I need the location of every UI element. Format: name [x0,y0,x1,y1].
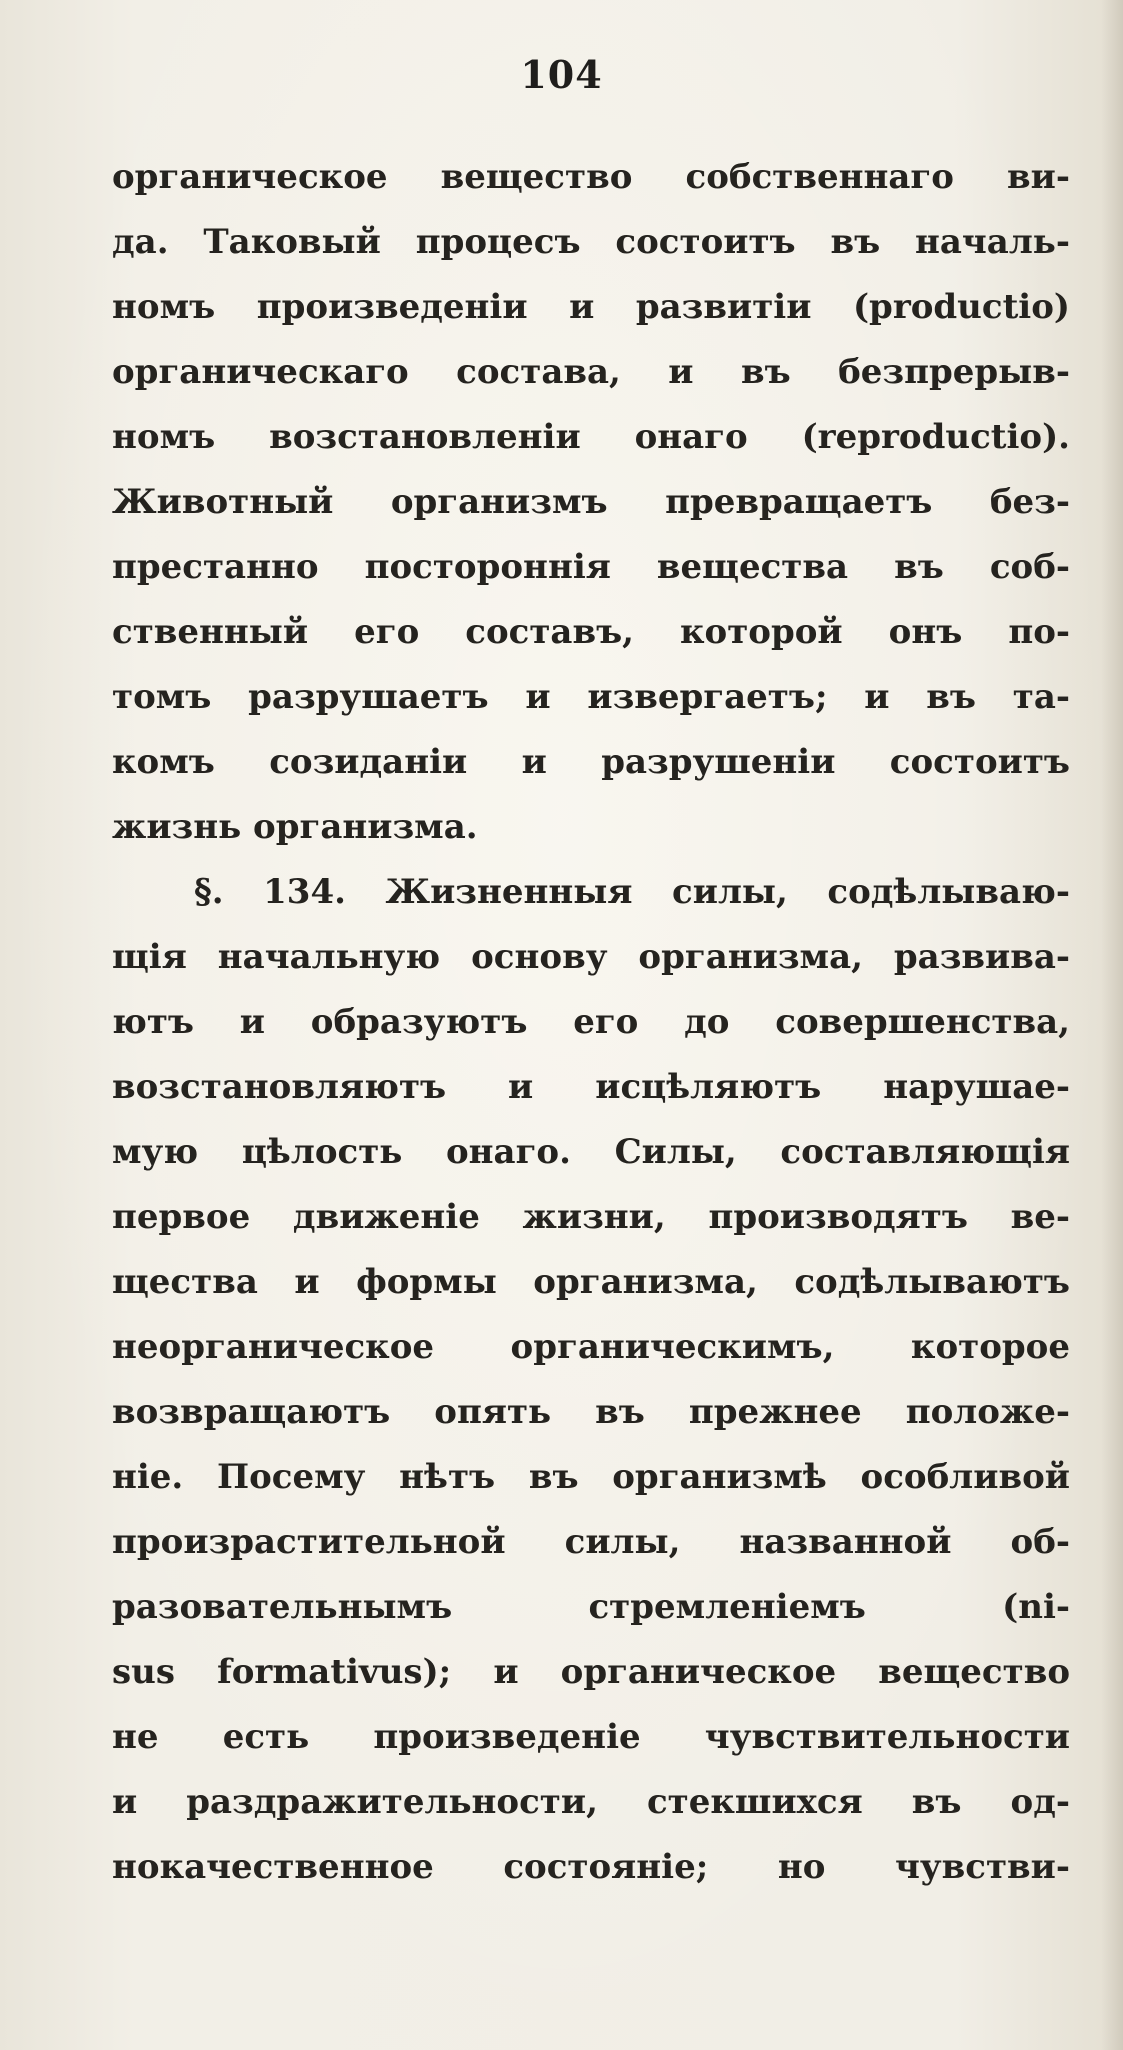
text-line: томъ разрушаетъ и извергаетъ; и въ та- [112,677,1070,717]
text-line: ютъ и образуютъ его до совершенства, [112,1002,1070,1042]
text-line: щества и формы организма, содѣлываютъ [112,1262,1070,1302]
text-line: возстановляютъ и исцѣляютъ нарушае- [112,1067,1070,1107]
page-number: 104 [520,52,603,97]
paragraph-end-line: жизнь организма. [112,807,478,847]
text-line: престанно постороннiя вещества въ соб- [112,547,1070,587]
text-line: органическое вещество собственнаго ви- [112,157,1070,197]
text-line: Животный организмъ превращаетъ без- [112,482,1070,522]
text-line: номъ произведенiи и развитiи (productio) [112,287,1070,327]
text-line: щiя начальную основу организма, развива- [112,937,1070,977]
text-line: комъ созиданiи и разрушенiи состоитъ [112,742,1070,782]
page-edge-shadow [1101,0,1123,2050]
text-line: разовательнымъ стремленiемъ (ni- [112,1587,1070,1627]
text-line: нокачественное состоянiе; но чувстви- [112,1847,1070,1887]
text-line: да. Таковый процесъ состоитъ въ началь- [112,222,1070,262]
text-line: номъ возстановленiи онаго (reproductio). [112,417,1070,457]
text-line: и раздражительности, стекшихся въ од- [112,1782,1070,1822]
text-line: первое движенiе жизни, производятъ ве- [112,1197,1070,1237]
text-line: нiе. Посему нѣтъ въ организмѣ особливой [112,1457,1070,1497]
text-line: sus formativus); и органическое вещество [112,1652,1070,1692]
text-line: возвращаютъ опять въ прежнее положе- [112,1392,1070,1432]
body-text [112,145,1070,1900]
text-line: не есть произведенiе чувствительности [112,1717,1070,1757]
section-start-line: §. 134. Жизненныя силы, содѣлываю- [194,872,1070,912]
text-line: неорганическое органическимъ, которое [112,1327,1070,1367]
text-line: ственный его составъ, которой онъ по- [112,612,1070,652]
text-line: произрастительной силы, названной об- [112,1522,1070,1562]
text-line: мую цѣлость онаго. Силы, составляющiя [112,1132,1070,1172]
text-line: органическаго состава, и въ безпрерыв- [112,352,1070,392]
